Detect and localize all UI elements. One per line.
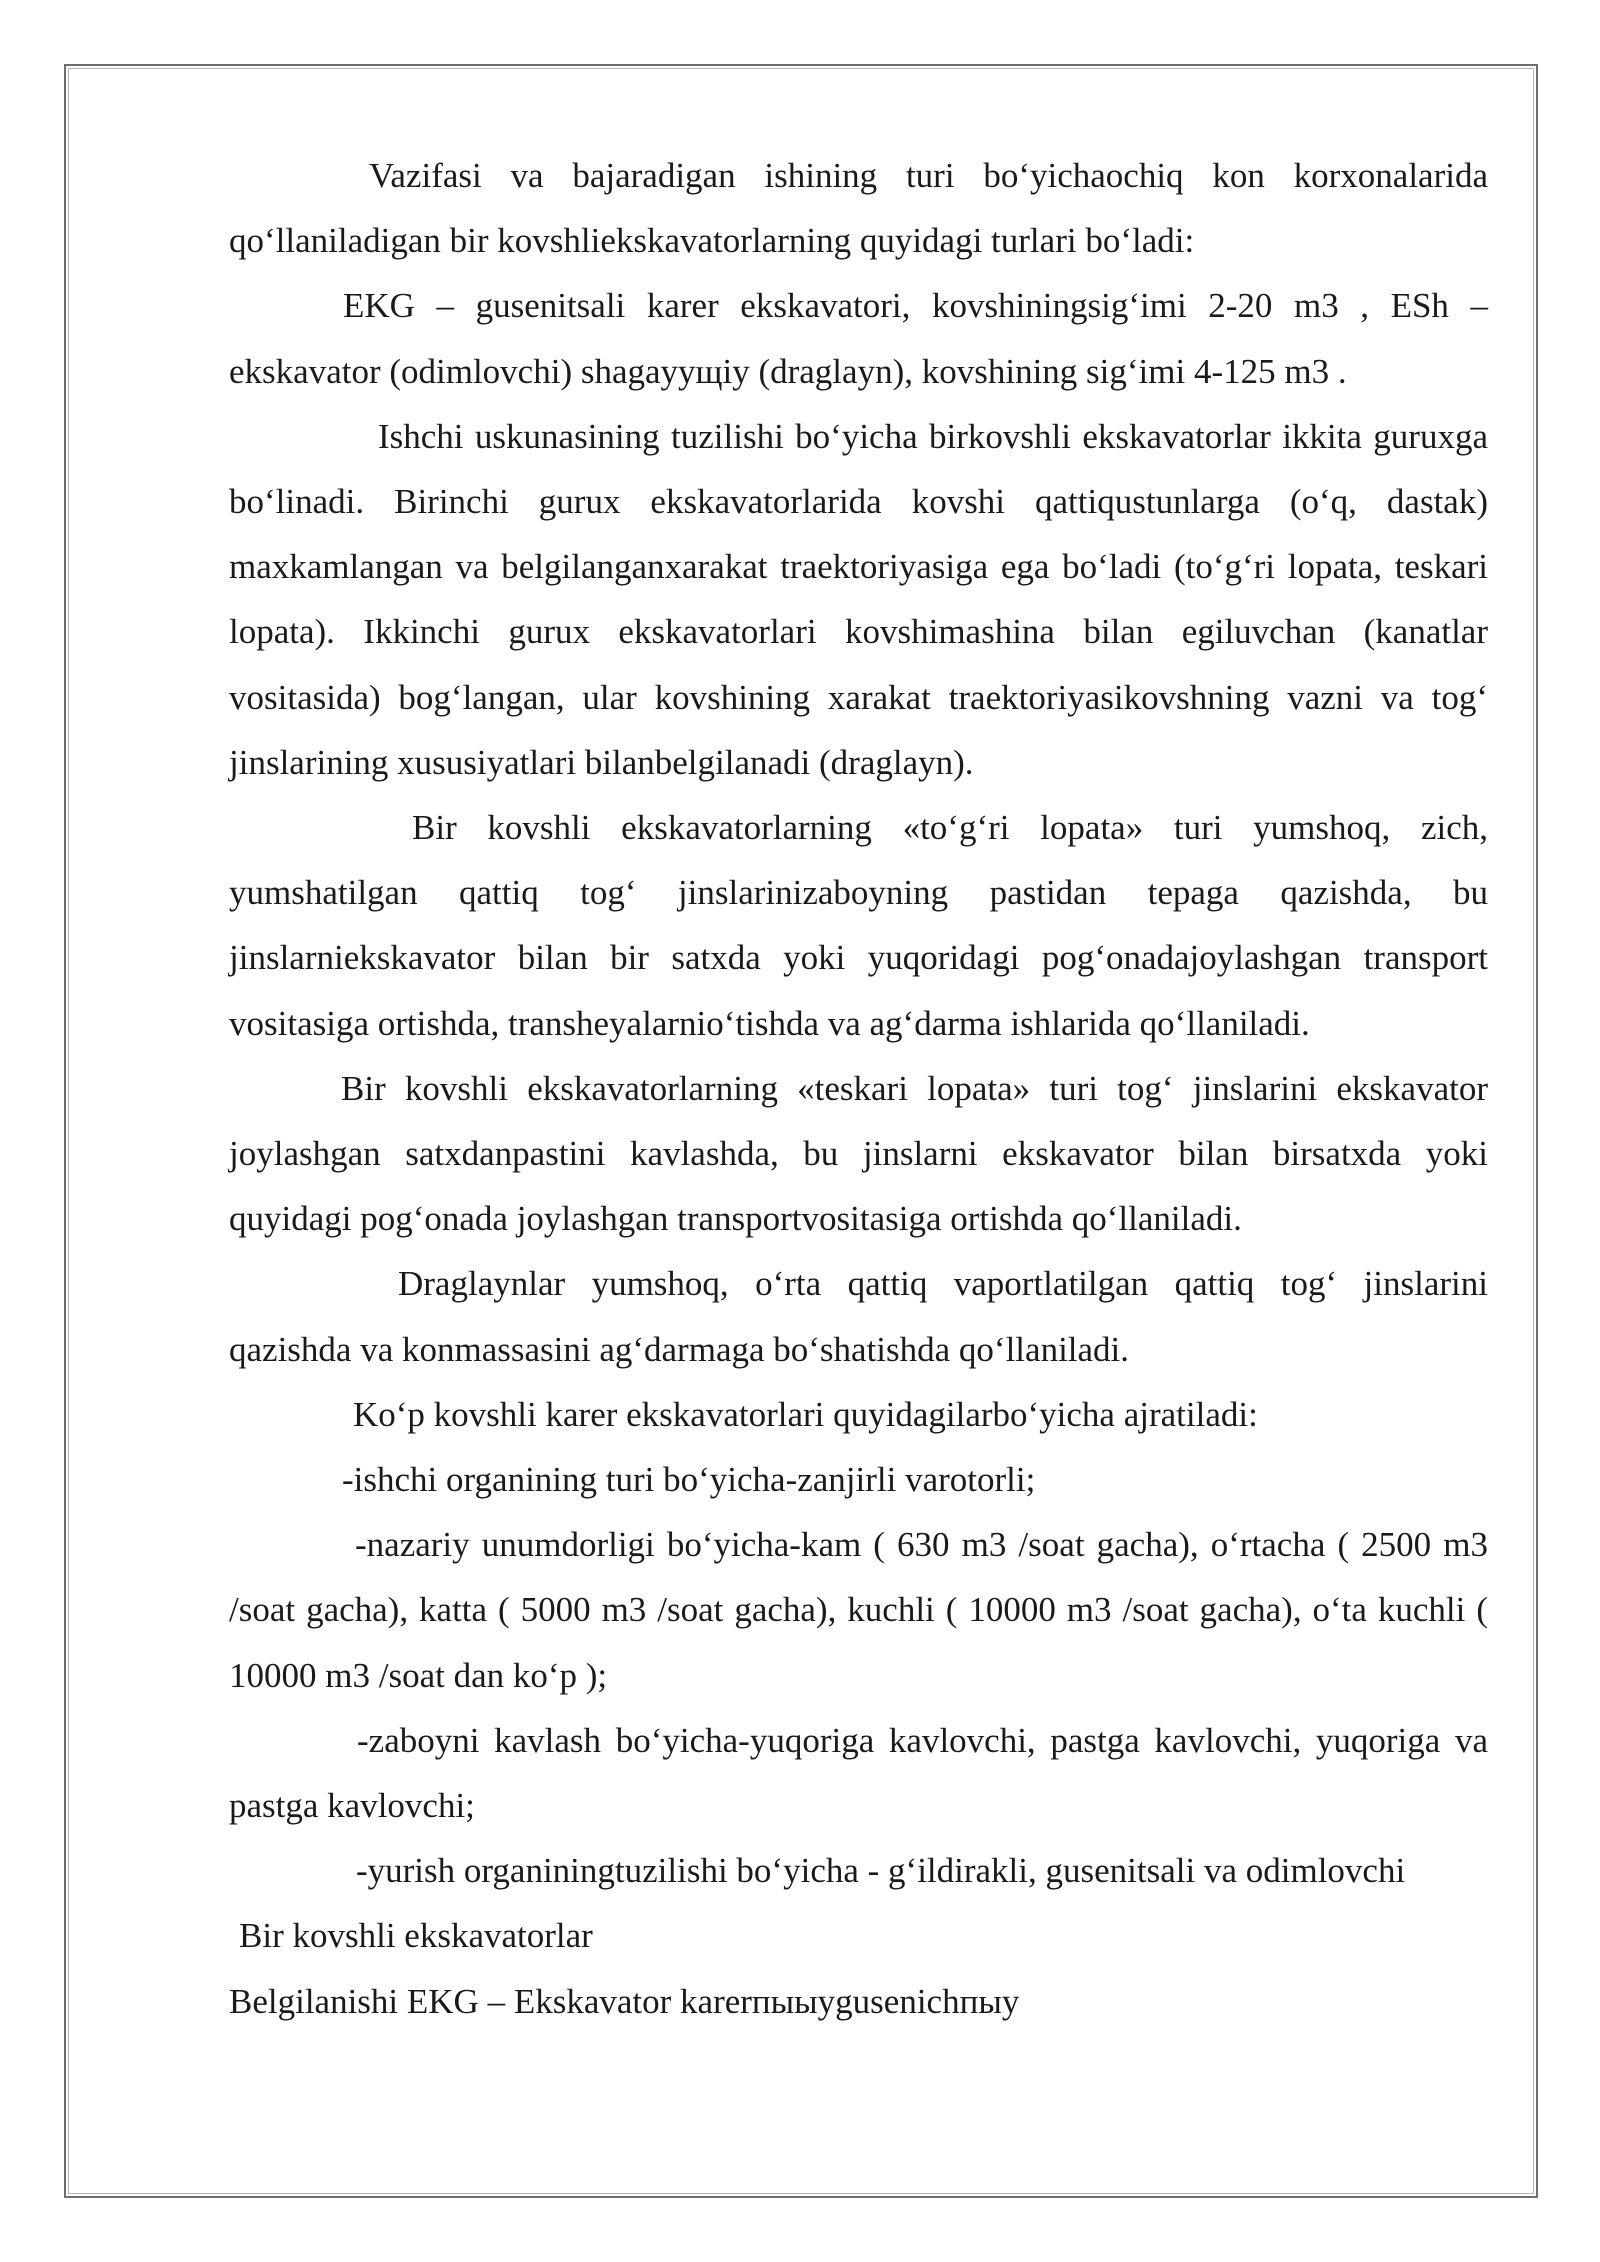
document-body bbox=[229, 143, 1488, 2034]
list-item-face-digging: -zaboyni kavlash bo‘yicha-yuqoriga kavlovchi, pastga kavlovchi, yuqoriga va pastga kavlovchi; bbox=[229, 1720, 1488, 1826]
subheading-single-bucket: Bir kovshli ekskavatorlar bbox=[239, 1916, 593, 1956]
paragraph-working-equipment: Ishchi uskunasining tuzilishi bo‘yicha birkovshli ekskavatorlar ikkita guruxga bo‘linadi. Birinchi gurux ekskavatorlarida kovshi qattiqustunlarga (o‘q, dastak) maxkamlangan va belgilanganxarakat traektoriyasiga ega bo‘ladi (to‘g‘ri lopata, teskari lopata). Ikkinchi gurux ekskavatorlari kovshimashina bilan egiluvchan (kanatlar vositasida) bog‘langan, ular kovshining xarakat traektoriyasikovshning vazni va tog‘ jinslarining xususiyatlari bilanbelgilanadi (draglayn). bbox=[229, 416, 1488, 782]
paragraph-ekg-designation: Belgilanishi EKG – Ekskavator karerпыыygusenichпыy bbox=[229, 1981, 1020, 2021]
list-item-working-organ: -ishchi organining turi bo‘yicha-zanjirli varotorli; bbox=[342, 1460, 1036, 1500]
paragraph-draglines: Draglaynlar yumshoq, o‘rta qattiq vaportlatilgan qattiq tog‘ jinslarini qazishda va konmassasini ag‘darmaga bo‘shatishda qo‘llaniladi. bbox=[229, 1264, 1488, 1369]
paragraph-excavator-types-intro: Vazifasi va bajaradigan ishining turi bo‘yichaochiq kon korxonalarida qo‘llaniladigan bir kovshliekskavatorlarning quyidagi turlari bo‘ladi: bbox=[229, 156, 1488, 261]
paragraph-ekg-esh: EKG – gusenitsali karer ekskavatori, kovshiningsig‘imi 2-20 m3 , ESh – ekskavator (odimlovchi) shagayущiy (draglayn), kovshining sig‘imi 4-125 m3 . bbox=[229, 286, 1488, 391]
paragraph-backhoe: Bir kovshli ekskavatorlarning «teskari lopata» turi tog‘ jinslarini ekskavator joylashgan satxdanpastini kavlashda, bu jinslarni ekskavator bilan birsatxda yoki quyidagi pog‘onada joylashgan transportvositasiga ortishda qo‘llaniladi. bbox=[229, 1068, 1488, 1239]
list-item-travel-organ: -yurish organiningtuzilishi bo‘yicha - g‘ildirakli, gusenitsali va odimlovchi bbox=[356, 1851, 1406, 1891]
list-item-productivity: -nazariy unumdorligi bo‘yicha-kam ( 630 m3 /soat gacha), o‘rtacha ( 2500 m3 /soat gacha), katta ( 5000 m3 /soat gacha), kuchli ( 10000 m3 /soat gacha), o‘ta kuchli ( 10000 m3 /soat dan ko‘p ); bbox=[229, 1525, 1488, 1695]
paragraph-front-shovel: Bir kovshli ekskavatorlarning «to‘g‘ri lopata» turi yumshoq, zich, yumshatilgan qattiq tog‘ jinslarinizaboyning pastidan tepaga qazishda, bu jinslarniekskavator bilan bir satxda yoki yuqoridagi pog‘onadajoylashgan transport vositasiga ortishda, transheyalarnio‘tishda va ag‘darma ishlarida qo‘llaniladi. bbox=[229, 808, 1488, 1043]
paragraph-multi-bucket-intro: Ko‘p kovshli karer ekskavatorlari quyidagilarbo‘yicha ajratiladi: bbox=[353, 1394, 1258, 1434]
